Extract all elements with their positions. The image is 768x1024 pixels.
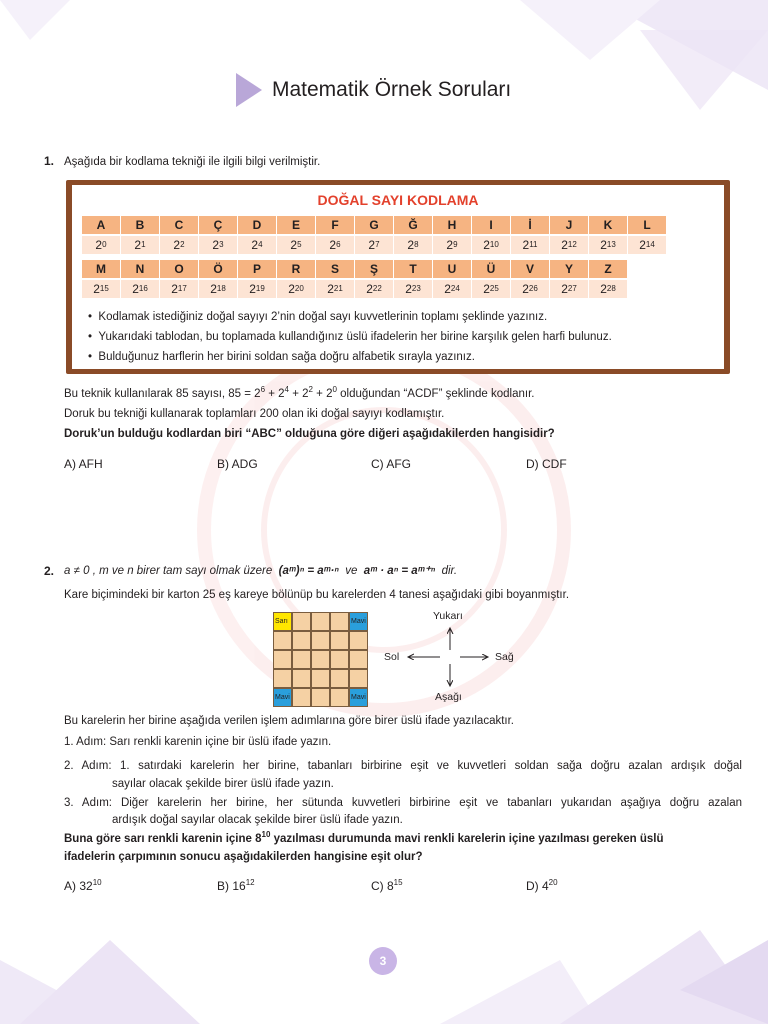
table-letter-cell: I [472, 216, 510, 234]
table-power-cell: 2 16 [121, 280, 159, 298]
table-power-cell: 2 19 [238, 280, 276, 298]
q1-option-b[interactable]: B) ADG [217, 457, 258, 471]
board-bullet-3: • Bulduğunuz harflerin her birini soldan sağa doğru alfabetik sırayla yazınız. [88, 351, 475, 363]
grid-cell [349, 631, 368, 650]
grid-cell [273, 669, 292, 688]
question-1-number: 1. [44, 154, 55, 168]
page-title: Matematik Örnek Soruları [272, 78, 512, 101]
direction-up-label: Yukarı [433, 610, 463, 622]
table-power-cell: 2 14 [628, 236, 666, 254]
grid-cell [330, 612, 349, 631]
q2-step-2a: 2. Adım: 1. satırdaki karelerin her birine, tabanları birbirine eşit ve kuvvetleri soldan sağa doğru azalan ardışık doğal [64, 760, 742, 772]
direction-down-label: Aşağı [435, 691, 462, 703]
table-power-cell: 2 7 [355, 236, 393, 254]
table-power-cell: 2 2 [160, 236, 198, 254]
table-power-cell: 2 5 [277, 236, 315, 254]
table-letter-cell: Y [550, 260, 588, 278]
q1-option-a[interactable]: A) AFH [64, 457, 103, 471]
table-letter-cell: E [277, 216, 315, 234]
q2-option-d[interactable]: D) $4^{20}$ [526, 878, 558, 893]
table-letter-cell: T [394, 260, 432, 278]
grid-cell-mavi: Mavi [349, 688, 368, 707]
grid-cell [292, 688, 311, 707]
q2-step-3a: 3. Adım: Diğer karelerin her birine, her sütunda kuvvetleri birbirine eşit ve tabanları yukarıdan aşağıya doğru azalan [64, 797, 742, 809]
table-power-cell: 2 4 [238, 236, 276, 254]
grid-cell [273, 631, 292, 650]
coding-board [66, 180, 730, 374]
table-power-cell: 2 27 [550, 280, 588, 298]
table-power-cell: 2 20 [277, 280, 315, 298]
q2-question-line-2: ifadelerin çarpımının sonucu aşağıdakilerden hangisine eşit olur? [64, 851, 423, 863]
table-power-cell: 2 21 [316, 280, 354, 298]
question-1-intro: Aşağıda bir kodlama tekniği ile ilgili bilgi verilmiştir. [64, 156, 321, 168]
board-bullet-1: • Kodlamak istediğiniz doğal sayıyı 2’nin doğal sayı kuvvetlerinin toplamı şeklinde yazınız. [88, 311, 548, 323]
grid-cell [330, 631, 349, 650]
direction-left-label: Sol [384, 651, 400, 663]
board-bullet-2: • Yukarıdaki tablodan, bu toplamada kullandığınız üslü ifadelerin her birine karşılık gelen harfi bulunuz. [88, 331, 612, 343]
table-letter-cell: Ğ [394, 216, 432, 234]
table-letter-cell: J [550, 216, 588, 234]
q2-line-1: Bu karelerin her birine aşağıda verilen işlem adımlarına göre birer üslü ifade yazılacaktır. [64, 715, 514, 727]
table-letter-cell: K [589, 216, 627, 234]
grid-cell [292, 631, 311, 650]
grid-cell [273, 650, 292, 669]
q2-step-1: 1. Adım: Sarı renkli karenin içine bir üslü ifade yazın. [64, 736, 332, 748]
table-power-cell: 2 23 [394, 280, 432, 298]
table-letter-cell: R [277, 260, 315, 278]
page-header [236, 72, 511, 108]
table-power-cell: 2 3 [199, 236, 237, 254]
table-letter-cell: M [82, 260, 120, 278]
table-letter-cell: Ö [199, 260, 237, 278]
question-2-number: 2. [44, 564, 55, 578]
page-number-badge: 3 [369, 947, 397, 975]
grid-cell-mavi: Mavi [273, 688, 292, 707]
grid-cell [330, 688, 349, 707]
grid-cell [311, 650, 330, 669]
table-letter-cell: D [238, 216, 276, 234]
direction-right-label: Sağ [495, 651, 514, 663]
grid-cell-sari: Sarı [273, 612, 292, 631]
table-power-cell: 2 28 [589, 280, 627, 298]
table-power-cell: 2 1 [121, 236, 159, 254]
coding-board-inner [72, 185, 724, 369]
table-letter-cell: B [121, 216, 159, 234]
q1-option-d[interactable]: D) CDF [526, 457, 567, 471]
table-letter-cell: U [433, 260, 471, 278]
table-letter-cell: Ü [472, 260, 510, 278]
table-power-cell: 2 13 [589, 236, 627, 254]
table-power-cell: 2 0 [82, 236, 120, 254]
table-letter-cell: S [316, 260, 354, 278]
q2-step-3b: ardışık doğal sayılar olacak şekilde birer üslü ifade yazın. [112, 814, 403, 826]
grid-cell [311, 669, 330, 688]
table-power-cell: 2 26 [511, 280, 549, 298]
table-power-cell: 2 10 [472, 236, 510, 254]
table-power-cell: 2 17 [160, 280, 198, 298]
q2-question-line-1: Buna göre sarı renkli karenin içine $8^{10}$ yazılması durumunda mavi renkli karelerin içine yazılması gereken üslü [64, 830, 664, 845]
table-letter-cell: Ç [199, 216, 237, 234]
grid-cell [311, 631, 330, 650]
table-letter-cell: A [82, 216, 120, 234]
table-letter-cell: V [511, 260, 549, 278]
grid-cell [311, 688, 330, 707]
q2-option-b[interactable]: B) $16^{12}$ [217, 878, 255, 893]
table-power-cell: 2 9 [433, 236, 471, 254]
table-letter-cell: İ [511, 216, 549, 234]
q1-option-c[interactable]: C) AFG [371, 457, 412, 471]
table-letter-cell: C [160, 216, 198, 234]
table-letter-cell: N [121, 260, 159, 278]
table-letter-cell: F [316, 216, 354, 234]
table-letter-cell: L [628, 216, 666, 234]
grid-cell [292, 650, 311, 669]
q1-question: Doruk’un bulduğu kodlardan biri “ABC” olduğuna göre diğeri aşağıdakilerden hangisidir? [64, 428, 555, 440]
table-power-cell: 2 24 [433, 280, 471, 298]
q1-line-2: Doruk bu tekniği kullanarak toplamları 200 olan iki doğal sayıyı kodlamıştır. [64, 408, 445, 420]
table-letter-cell: O [160, 260, 198, 278]
grid-cell [292, 669, 311, 688]
q2-option-a[interactable]: A) $32^{10}$ [64, 878, 102, 893]
title-triangle-icon [236, 73, 262, 107]
table-letter-cell: H [433, 216, 471, 234]
q1-example-line: Bu teknik kullanılarak 85 sayısı, $85 = 2^6 + 2^4 + 2^2 + 2^0$ olduğundan “ACDF” şeklinde kodlanır. [64, 385, 535, 400]
grid-cell-mavi: Mavi [349, 612, 368, 631]
q2-option-c[interactable]: C) $8^{15}$ [371, 878, 403, 893]
table-power-cell: 2 6 [316, 236, 354, 254]
board-title: DOĞAL SAYI KODLAMA [317, 192, 479, 208]
table-power-cell: 2 15 [82, 280, 120, 298]
grid-cell [292, 612, 311, 631]
grid-cell [349, 650, 368, 669]
table-power-cell: 2 8 [394, 236, 432, 254]
table-power-cell: 2 25 [472, 280, 510, 298]
table-power-cell: 2 11 [511, 236, 549, 254]
table-letter-cell: P [238, 260, 276, 278]
table-letter-cell: Z [589, 260, 627, 278]
grid-cell [311, 612, 330, 631]
grid-cell [349, 669, 368, 688]
table-letter-cell: Ş [355, 260, 393, 278]
grid-cell [330, 669, 349, 688]
q2-premise: a ≠ 0 , m ve n birer tam sayı olmak üzere (aᵐ)ⁿ = aᵐ·ⁿ ve aᵐ · aⁿ = aᵐ⁺ⁿ dir. [64, 565, 458, 577]
grid-cell [330, 650, 349, 669]
table-letter-cell: G [355, 216, 393, 234]
table-power-cell: 2 18 [199, 280, 237, 298]
table-power-cell: 2 12 [550, 236, 588, 254]
q2-intro: Kare biçimindeki bir karton 25 eş kareye bölünüp bu karelerden 4 tanesi aşağıdaki gibi boyanmıştır. [64, 589, 570, 601]
q2-step-2b: sayılar olacak şekilde birer üslü ifade yazın. [112, 778, 334, 790]
table-power-cell: 2 22 [355, 280, 393, 298]
